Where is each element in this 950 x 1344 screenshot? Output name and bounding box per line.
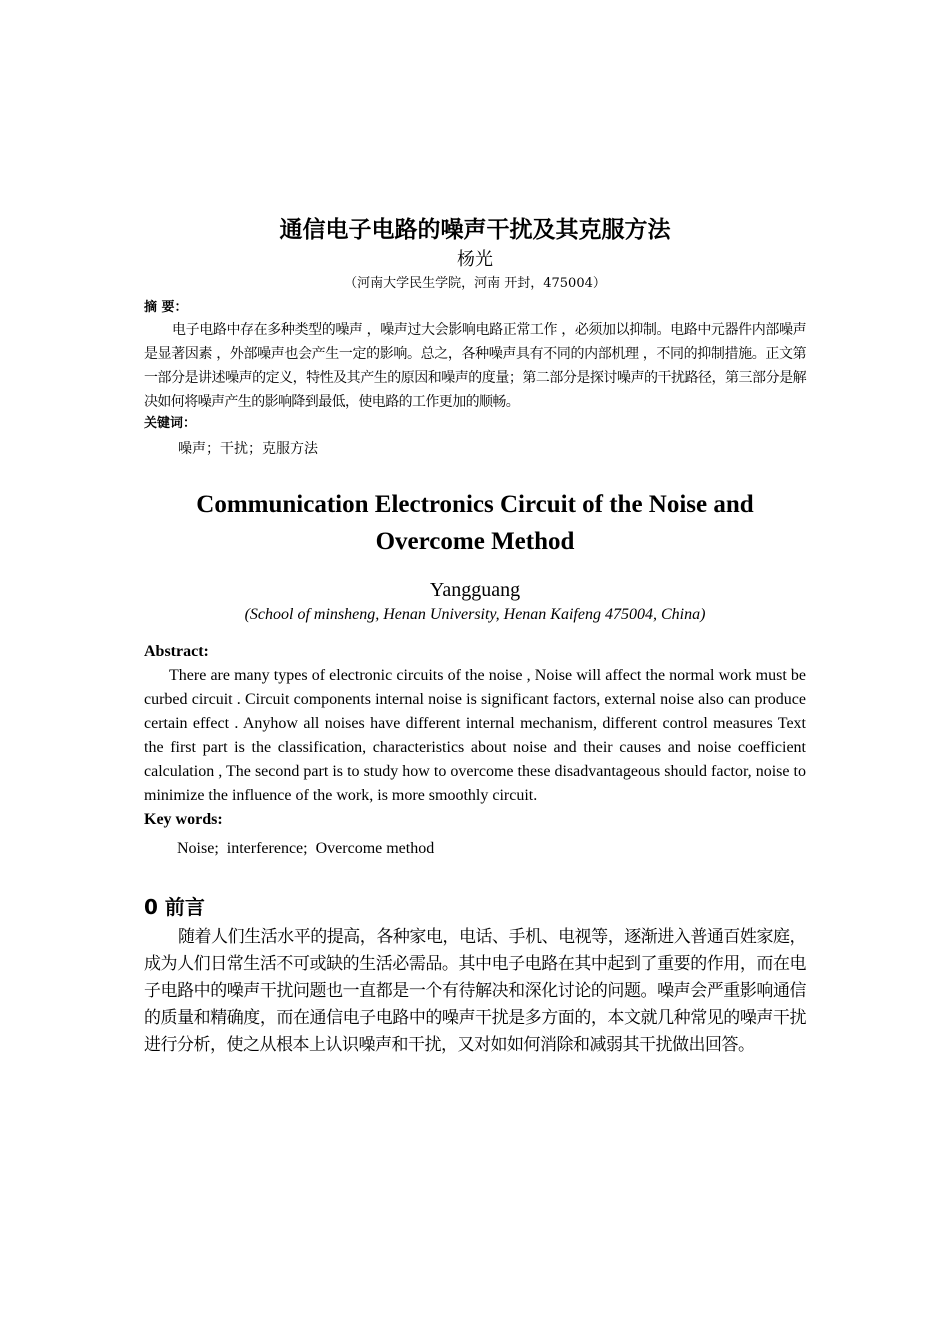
paper-content — [144, 214, 806, 1059]
chinese-abstract-text: 电子电路中存在多种类型的噪声 ，噪声过大会影响电路正常工作 ，必须加以抑制。电路中元器件内部噪声是显著因素 ，外部噪声也会产生一定的影响。总之，各种噪声具有不同的内部机理 ，不同的抑制措施。正文第一部分是讲述噪声的定义，特性及其产生的原因和噪声的度量；第二部分是探讨噪声的干扰路径，第三部分是解决如何将噪声产生的影响降到最低，使电路的工作更加的顺畅。 — [144, 322, 806, 410]
section-0-body: 随着人们生活水平的提高，各种家电，电话、手机、电视等，逐渐进入普通百姓家庭，成为人们日常生活不可或缺的生活必需品。其中电子电路在其中起到了重要的作用，而在电子电路中的噪声干扰问题也一直都是一个有待解决和深化讨论的问题。噪声会严重影响通信的质量和精确度，而在通信电子电路中的噪声干扰是多方面的，本文就几种常见的噪声干扰进行分析，使之从根本上认识噪声和干扰，又对如如何消除和减弱其干扰做出回答。 — [144, 927, 806, 1055]
english-title — [144, 486, 806, 560]
chinese-keywords-label: 关键词： — [144, 416, 197, 431]
english-abstract-text: There are many types of electronic circuits of the noise , Noise will affect the normal work must be curbed circuit . Circuit components internal noise is significant factors, external noise also can produce certain effect . Anyhow all noises have different internal mechanism, different control measures Text the first part is the classification, characteristics about noise and their causes and noise coefficient calculation , The second part is to study how to overcome these disadvantageous should factor, noise to minimize the influence of the work, is more smoothly circuit. — [144, 667, 806, 804]
english-keywords: Noise; interference; Overcome method — [177, 840, 435, 857]
english-title-line-1: Communication Electronics Circuit of the Noise and — [196, 491, 754, 518]
chinese-author: 杨光 — [457, 249, 493, 270]
chinese-abstract-label: 摘 要： — [144, 300, 188, 315]
chinese-affiliation: （河南大学民生学院，河南 开封，475004） — [344, 276, 606, 291]
english-abstract-label: Abstract: — [144, 643, 209, 660]
section-0-heading: 0 前言 — [144, 895, 205, 919]
english-affiliation: (School of minsheng, Henan University, Henan Kaifeng 475004, China) — [244, 606, 706, 623]
english-author: Yangguang — [429, 579, 521, 601]
english-title-line-2: Overcome Method — [375, 528, 575, 555]
chinese-keywords: 噪声；干扰；克服方法 — [178, 441, 318, 457]
chinese-title: 通信电子电路的噪声干扰及其克服方法 — [279, 217, 671, 243]
english-keywords-label: Key words: — [144, 811, 223, 828]
